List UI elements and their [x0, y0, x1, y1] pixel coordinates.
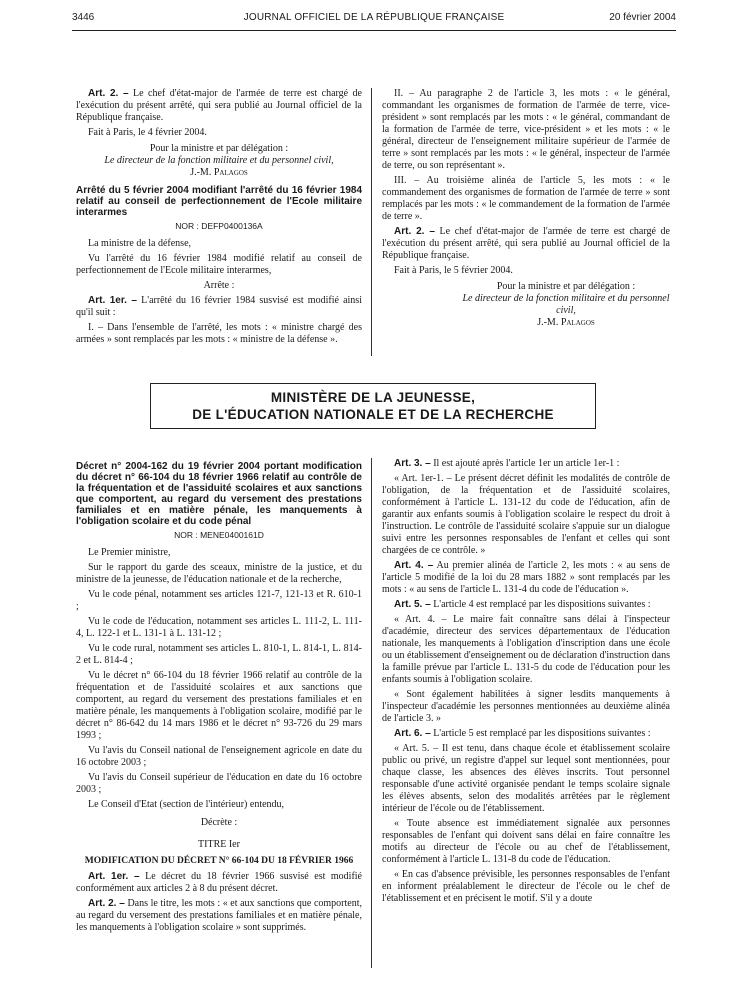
article-text: L'arrêté du 16 février 1984 susvisé est modifié ainsi qu'il suit :	[76, 295, 362, 318]
paragraph: « Toute absence est immédiatement signalée aux personnes responsables de l'enfant qui doivent sans délai en faire connaître les motifs au directeur de l'école ou au chef de l'établissement, conformément à l'article L. 131-8 du code de l'éducation.	[382, 818, 670, 865]
decrete-line: Décrète :	[200, 817, 238, 828]
column-2	[382, 88, 670, 335]
signature-role: Le directeur de la fonction militaire et du personnel civil,	[104, 155, 334, 166]
article-label: Art. 5. –	[394, 599, 431, 610]
ministry-heading-box	[150, 383, 596, 429]
paragraph: « Art. 4. – Le maire fait connaître sans délai à l'inspecteur d'académie, directeur des services départementaux de l'éducation nationale, les manquements à l'obligation d'inscription dans une école ou un établissement d'enseignement ou de déclaration d'instruction dans la famille prévue par l'article L. 131-5 du code de l'éducation pour les enfants soumis à l'obligation scolaire.	[382, 614, 670, 685]
column-4	[382, 458, 670, 908]
paragraph: Le Premier ministre,	[88, 547, 171, 558]
article-label: Art. 1er. –	[88, 871, 140, 882]
article-text: Le décret du 18 février 1966 susvisé est modifié conformément aux articles 2 à 8 du présent décret.	[76, 871, 362, 894]
paragraph: Vu le code rural, notamment ses articles L. 810-1, L. 814-1, L. 814-2 et L. 814-4 ;	[76, 643, 362, 666]
paragraph: Vu le code pénal, notamment ses articles 121-7, 121-13 et R. 610-1 ;	[76, 589, 362, 612]
journal-title: JOURNAL OFFICIEL DE LA RÉPUBLIQUE FRANÇAISE	[243, 12, 505, 23]
paragraph: « Sont également habilitées à signer lesdits manquements à l'inspecteur d'académie les personnes mentionnées au deuxième alinéa de l'article 3. »	[382, 689, 670, 724]
article-text: Il est ajouté après l'article 1er un article 1er-1 :	[430, 458, 620, 469]
decree-title: Décret n° 2004-162 du 19 février 2004 portant modification du décret n° 66-104 du 18 février 1966 relatif au contrôle de la fréquentation et de l'assiduité scolaires et aux sanctions que comportent, au regard du versement des prestations familiales et en matière pénale, les manquements à l'obligation scolaire et du code pénal	[76, 461, 362, 527]
paragraph: La ministre de la défense,	[88, 238, 192, 249]
issue-date: 20 février 2004	[609, 12, 676, 23]
column-divider	[371, 458, 372, 968]
nor-reference: NOR : DEFP0400136A	[175, 221, 263, 231]
fait-line: Fait à Paris, le 4 février 2004.	[88, 127, 207, 138]
signature-name: J.-M. Palagos	[537, 317, 595, 328]
paragraph: Vu le décret n° 66-104 du 18 février 1966 relatif au contrôle de la fréquentation et de l'assiduité scolaires et aux sanctions que comportent, au regard du versement des prestations familiales et en matière pénale, les manquements à l'obligation scolaire, modifié par le décret n° 86-642 du 14 mars 1986 et le décret n° 93-726 du 29 mars 1993 ;	[76, 670, 362, 741]
paragraph: Vu l'avis du Conseil supérieur de l'éducation en date du 16 octobre 2003 ;	[76, 772, 362, 795]
paragraph: Vu l'avis du Conseil national de l'enseignement agricole en date du 16 octobre 2003 ;	[76, 745, 362, 768]
article-text: Le chef d'état-major de l'armée de terre est chargé de l'exécution du présent arrêté, qui sera publié au Journal officiel de la République française.	[76, 88, 362, 123]
nor-reference: NOR : MENE0400161D	[174, 530, 264, 540]
article-label: Art. 2. –	[88, 898, 125, 909]
arrete-line: Arrête :	[203, 280, 235, 291]
article-label: Art. 4. –	[394, 560, 434, 571]
article-text: Au premier alinéa de l'article 2, les mots : « au sens de l'article 5 modifié de la loi du 28 mars 1882 » sont remplacés par les mots : « au sens de l'article L. 131-4 du code de l'éducation ».	[382, 560, 670, 595]
paragraph: « Art. 5. – Il est tenu, dans chaque école et établissement scolaire public ou privé, un registre d'appel sur lequel sont mentionnées, pour chaque classe, les absences des élèves inscrits. Tout personnel responsable d'une activité organisée pendant le temps scolaire signale les élèves absents, selon des modalités arrêtées par le règlement intérieur de l'école ou de l'établissement.	[382, 743, 670, 814]
paragraph: « Art. 1er-1. – Le présent décret définit les modalités de contrôle de l'obligation, de la fréquentation et de l'assiduité scolaires, conformément à l'article L. 131-12 du code de l'éducation, afin de garantir aux enfants soumis à l'obligation scolaire le respect du droit à l'instruction. Le contrôle de l'assiduité scolaire s'appuie sur un dialogue suivi entre les personnes responsables de l'enfant et celles qui sont chargées de ce contrôle. »	[382, 473, 670, 556]
signature-block	[462, 281, 670, 329]
signature-role: Le directeur de la fonction militaire et du personnel civil,	[462, 293, 670, 316]
fait-line: Fait à Paris, le 5 février 2004.	[394, 265, 513, 276]
signature-intro: Pour la ministre et par délégation :	[496, 281, 636, 292]
paragraph: « En cas d'absence prévisible, les personnes responsables de l'enfant en informent préalablement le directeur de l'école ou le chef de l'établissement et en précisent le motif. S'il y a doute	[382, 869, 670, 904]
paragraph: Le Conseil d'Etat (section de l'intérieur) entendu,	[88, 799, 285, 810]
page-header	[0, 10, 748, 30]
page-number: 3446	[72, 12, 95, 23]
titre-subheading: MODIFICATION DU DÉCRET N° 66-104 DU 18 FÉVRIER 1966	[84, 856, 354, 866]
paragraph: I. – Dans l'ensemble de l'arrêté, les mots : « ministre chargé des armées » sont remplacés par les mots : « ministre de la défense ».	[76, 322, 362, 345]
column-1	[76, 88, 362, 349]
article-text: L'article 5 est remplacé par les dispositions suivantes :	[430, 728, 651, 739]
header-rule	[72, 30, 676, 31]
article-text: Dans le titre, les mots : « et aux sanctions que comportent, au regard du versement des prestations familiales et en matière pénale, les manquements à l'obligation scolaire » sont supprimés.	[76, 898, 362, 933]
decree-title: Arrêté du 5 février 2004 modifiant l'arrêté du 16 février 1984 relatif au conseil de perfectionnement de l'Ecole militaire interarmes	[76, 185, 362, 218]
paragraph: Vu le code de l'éducation, notamment ses articles L. 111-2, L. 111-4, L. 122-1 et L. 131-1 à L. 131-12 ;	[76, 616, 362, 639]
article-label: Art. 2. –	[88, 88, 129, 99]
article-label: Art. 3. –	[394, 458, 431, 469]
column-3	[76, 458, 362, 937]
titre-heading: TITRE Ier	[198, 839, 240, 850]
article-text: L'article 4 est remplacé par les dispositions suivantes :	[430, 599, 651, 610]
paragraph: III. – Au troisième alinéa de l'article 5, les mots : « le commandement des organismes de formation de l'armée de terre » sont remplacés par les mots : « le commandement de la formation de l'armée de terre ».	[382, 175, 670, 222]
article-label: Art. 1er. –	[88, 295, 137, 306]
paragraph: II. – Au paragraphe 2 de l'article 3, les mots : « le général, commandant les organismes de formation de l'armée de terre, vice-président » sont remplacés par les mots : « le général, commandant de la formation de l'armée de terre, vice-président » et les mots : « le général, directeur de l'enseignement militaire supérieur de l'armée de terre » sont remplacés par les mots : « le général, inspecteur de l'armée de terre, ou son représentant ».	[382, 88, 670, 171]
signature-name: J.-M. Palagos	[190, 167, 248, 178]
signature-block	[76, 143, 362, 179]
ministry-line-1: MINISTÈRE DE LA JEUNESSE,	[270, 390, 476, 405]
article-label: Art. 6. –	[394, 728, 431, 739]
signature-intro: Pour la ministre et par délégation :	[149, 143, 289, 154]
article-label: Art. 2. –	[394, 226, 435, 237]
ministry-line-2: DE L'ÉDUCATION NATIONALE ET DE LA RECHERCHE	[192, 407, 554, 422]
article-text: Le chef d'état-major de l'armée de terre est chargé de l'exécution du présent arrêté, qui sera publié au Journal officiel de la République française.	[382, 226, 670, 261]
column-divider	[371, 88, 372, 356]
paragraph: Vu l'arrêté du 16 février 1984 modifié relatif au conseil de perfectionnement de l'Ecole militaire interarmes,	[76, 253, 362, 276]
paragraph: Sur le rapport du garde des sceaux, ministre de la justice, et du ministre de la jeunesse, de l'éducation nationale et de la recherche,	[76, 562, 362, 585]
